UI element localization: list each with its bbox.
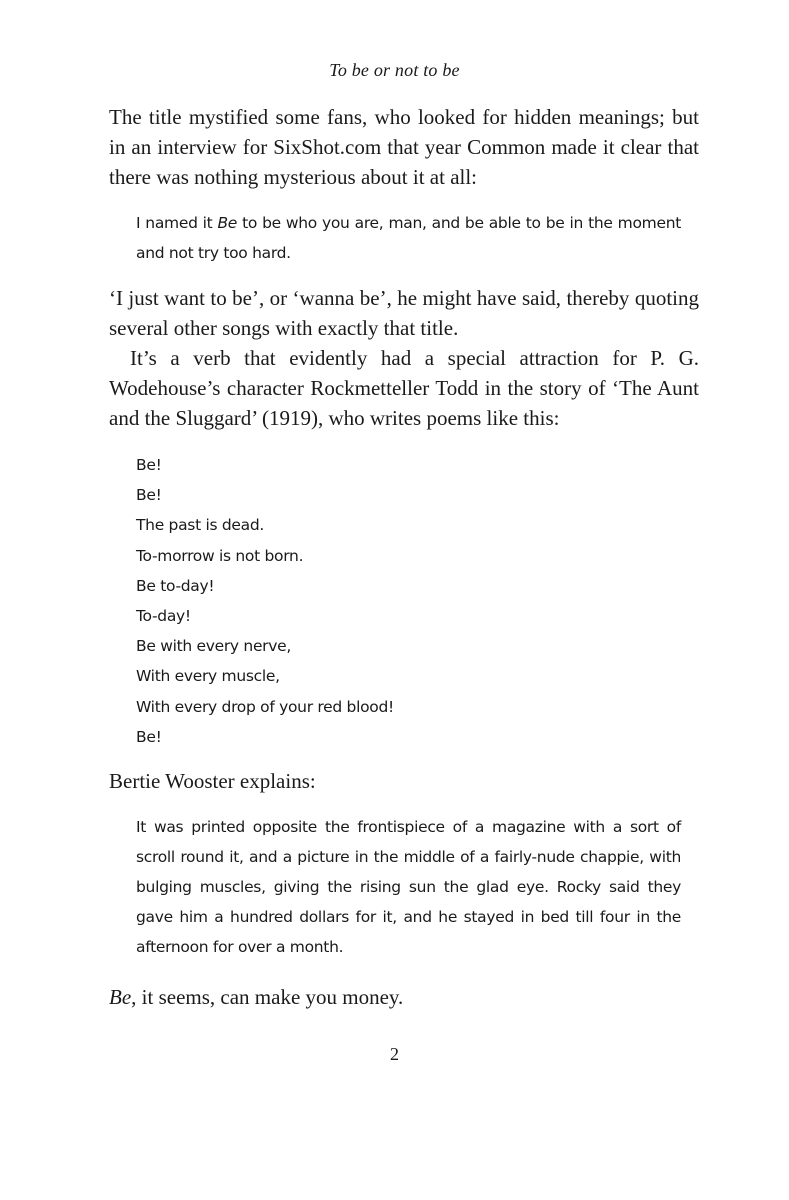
poem-line: The past is dead.: [136, 516, 265, 535]
poem-line: With every muscle,: [136, 667, 280, 686]
poem-line: Be to-day!: [136, 576, 215, 595]
paragraph-title-mystified: The title mystified some fans, who looked for hidden meanings; but in an interview for SixShot.com that year Common made it clear that there was nothing mysterious about it at all:: [109, 105, 699, 189]
paragraph-wodehouse: It’s a verb that evidently had a special attraction for P. G. Wodehouse’s character Rockmetteller Todd in the story of ‘The Aunt and the Sluggard’ (1919), who writes poems like this:: [109, 346, 699, 430]
block-quote-common: [136, 208, 681, 268]
page-number: 2: [390, 1044, 399, 1064]
block-quote-bertie: It was printed opposite the frontispiece of a magazine with a sort of scroll round it, and a picture in the middle of a fairly-nude chappie, with bulging muscles, giving the rising sun the glad eye. Rocky said they gave him a hundred dollars for it, and he stayed in bed till four in the afternoon for over a month.: [136, 818, 681, 956]
poem-line: Be!: [136, 727, 162, 746]
running-head: To be or not to be: [329, 60, 460, 80]
quote-text-start: I named it: [136, 214, 218, 232]
poem-line: Be with every nerve,: [136, 637, 291, 656]
paragraph-just-want-to-be: ‘I just want to be’, or ‘wanna be’, he might have said, thereby quoting several other songs with exactly that title.: [109, 286, 699, 340]
quote-text-end: to be who you are, man, and be able to be in the moment and not try too hard.: [136, 214, 682, 262]
poem-line: Be!: [136, 486, 162, 505]
quote-italic-be: Be: [217, 214, 238, 232]
poem-line: To-morrow is not born.: [136, 546, 304, 565]
italic-be: Be: [109, 985, 132, 1009]
poem-line: To-day!: [136, 607, 191, 626]
poem-verse: [136, 450, 394, 752]
make-money-text: , it seems, can make you money.: [131, 985, 404, 1009]
paragraph-make-money: [109, 982, 699, 1012]
poem-line: With every drop of your red blood!: [136, 697, 394, 716]
paragraph-bertie-explains: Bertie Wooster explains:: [109, 769, 316, 793]
poem-line: Be!: [136, 456, 162, 474]
